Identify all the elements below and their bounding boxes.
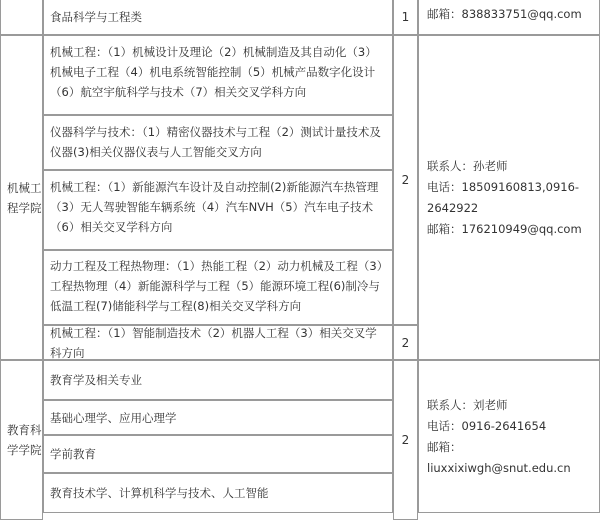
- major-text: 食品科学与工程类: [50, 9, 142, 24]
- major-text: 学前教育: [50, 447, 96, 461]
- major-text: 机械工程：（1）新能源汽车设计及自动控制(2)新能源汽车热管理（3）无人驾驶智能车辆系统（4）汽车NVH（5）汽车电子技术（6）相关交叉学科方向: [50, 180, 379, 234]
- major-cell-mech-1: [43, 35, 393, 115]
- major-text: 机械工程：（1）智能制造技术（2）机器人工程（3）相关交叉学科方向: [50, 325, 377, 360]
- major-cell-mech-2: [43, 115, 393, 170]
- count-cell-edu: [393, 360, 418, 520]
- contact-person: 联系人：孙老师: [427, 158, 508, 173]
- contact-email: 邮箱：176210949@qq.com: [427, 221, 582, 236]
- row-top-major-cell: [43, 0, 393, 35]
- row-top-count-cell: [393, 0, 418, 35]
- contact-cell-edu: [418, 360, 600, 513]
- contact-cell-mech: [418, 35, 600, 360]
- major-text: 教育学及相关专业: [50, 373, 142, 387]
- major-cell-mech-3: [43, 170, 393, 250]
- count-text: 1: [401, 9, 410, 24]
- major-cell-edu-1: [43, 360, 393, 400]
- major-text: 教育技术学、计算机科学与技术、人工智能: [50, 486, 269, 500]
- major-text: 仪器科学与技术：（1）精密仪器技术与工程（2）测试计量技术及仪器(3)相关仪器仪表与人工智能交叉方向: [50, 125, 381, 159]
- college-name: 机械工程学院: [7, 180, 42, 215]
- major-cell-mech-4: [43, 250, 393, 325]
- count-text: 2: [401, 173, 410, 187]
- major-text: 机械工程：（1）机械设计及理论（2）机械制造及其自动化（3）机械电子工程（4）机电系统智能控制（5）机械产品数字化设计（6）航空宇航科学与技术（7）相关交叉学科方向: [50, 45, 377, 99]
- count-cell-mech-last: [393, 325, 418, 360]
- contact-phone: 电话：18509160813,0916-2642922: [427, 179, 580, 215]
- major-cell-mech-5: [43, 325, 393, 360]
- count-cell-mech: [393, 35, 418, 325]
- major-cell-edu-2: [43, 400, 393, 435]
- row-top-contact-cell: [418, 0, 600, 35]
- major-cell-edu-3: [43, 435, 393, 473]
- college-name: 教育科学学院: [7, 423, 42, 457]
- major-text: 动力工程及工程热物理：（1）热能工程（2）动力机械及工程（3）工程热物理（4）新能源科学与工程（5）能源环境工程(6)制冷与低温工程(7)储能科学与工程(8)相关交叉学科方向: [50, 259, 383, 313]
- contact-phone: 电话：0916-2641654: [427, 418, 547, 433]
- count-text: 2: [401, 433, 410, 447]
- college-cell-edu: [0, 360, 43, 520]
- major-text: 基础心理学、应用心理学: [50, 410, 177, 425]
- contact-email: 邮箱：liuxxixiwgh@snut.edu.cn: [427, 439, 571, 475]
- college-cell-mech: [0, 35, 43, 360]
- count-text: 2: [401, 335, 410, 350]
- row-top-college-cell: [0, 0, 43, 35]
- contact-person: 联系人：刘老师: [427, 397, 508, 412]
- major-cell-edu-4: [43, 473, 393, 513]
- contact-email: 邮箱：838833751@qq.com: [427, 7, 582, 21]
